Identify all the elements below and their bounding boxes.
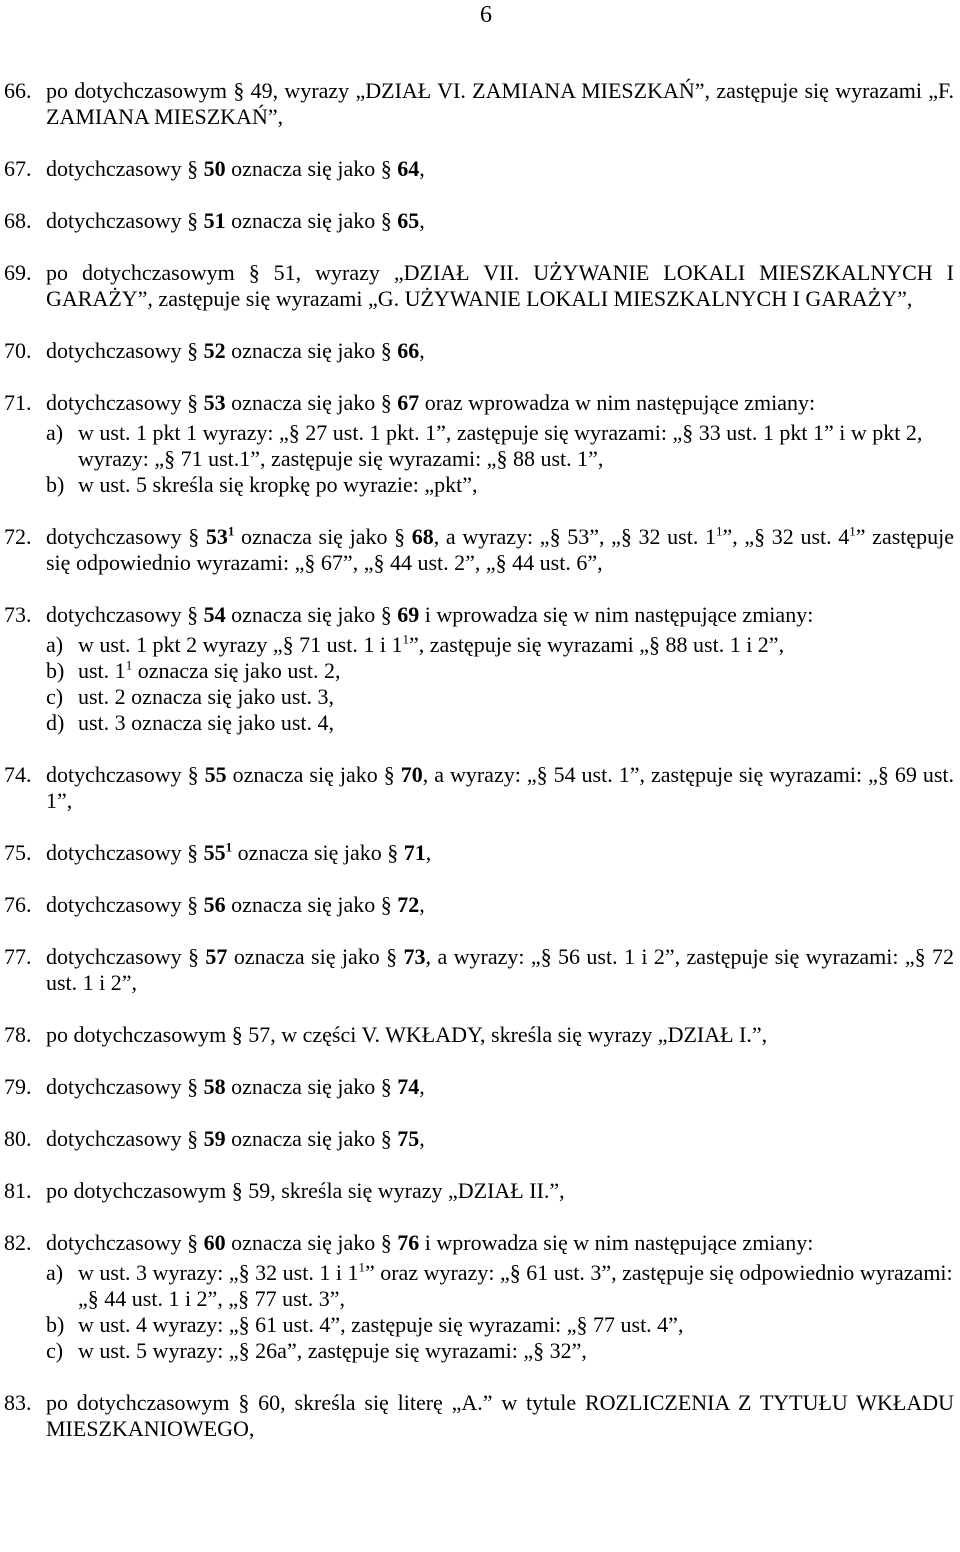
item-text: po dotychczasowym § 51, wyrazy „DZIAŁ VII. UŻYWANIE LOKALI MIESZKALNYCH I GARAŻY”, zastępuje się wyrazami „G. UŻYWANIE LOKALI MIESZKALNYCH I GARAŻY”, [46, 260, 954, 311]
sub-point-text: w ust. 1 pkt 2 wyrazy „§ 71 ust. 1 i $1^1$”, zastępuje się wyrazami „§ 88 ust. 1 i 2”, [78, 631, 785, 657]
amendment-item [0, 1022, 960, 1048]
item-number: 70. [4, 338, 32, 363]
amendment-item [0, 944, 960, 996]
item-text: dotychczasowy § 57 oznacza się jako § 73, a wyrazy: „§ 56 ust. 1 i 2”, zastępuje się wyrazami: „§ 72 ust. 1 i 2”, [46, 944, 955, 995]
amendment-item [0, 1390, 960, 1442]
sub-point [46, 1312, 954, 1338]
item-text: po dotychczasowym § 49, wyrazy „DZIAŁ VI. ZAMIANA MIESZKAŃ”, zastępuje się wyrazami „F. ZAMIANA MIESZKAŃ”, [46, 78, 954, 129]
item-text: dotychczasowy § 55 oznacza się jako § 70, a wyrazy: „§ 54 ust. 1”, zastępuje się wyrazami: „§ 69 ust. 1”, [46, 762, 955, 813]
sub-point [46, 472, 954, 498]
item-text: po dotychczasowym § 60, skreśla się literę „A.” w tytule ROZLICZENIA Z TYTUŁU WKŁADU MIESZKANIOWEGO, [46, 1390, 954, 1441]
item-number: 66. [4, 78, 32, 103]
sub-point-letter: a) [46, 1260, 64, 1285]
item-number: 79. [4, 1074, 32, 1099]
sub-point-letter: d) [46, 710, 65, 735]
amendment-item [0, 390, 960, 498]
item-number: 82. [4, 1230, 32, 1255]
amendment-item [0, 602, 960, 736]
page-number: 6 [480, 2, 492, 28]
item-number: 83. [4, 1390, 32, 1415]
item-number: 75. [4, 840, 32, 865]
sub-point [46, 658, 954, 684]
sub-point-text: ust. 3 oznacza się jako ust. 4, [78, 710, 334, 735]
item-text: dotychczasowy § $53^1$ oznacza się jako § 68, a wyrazy: „§ 53”, „§ 32 ust. $1^1$”, „§ 32 ust. $4^1$” zastępuje się odpowiednio wyrazami: „§ 67”, „§ 44 ust. 2”, „§ 44 ust. 6”, [46, 523, 955, 575]
amendment-item [0, 260, 960, 312]
amendment-item [0, 1178, 960, 1204]
sub-point [46, 632, 954, 658]
sub-point-letter: a) [46, 632, 64, 657]
sub-point-list [46, 632, 954, 736]
item-number: 76. [4, 892, 32, 917]
amendment-item [0, 208, 960, 234]
sub-point [46, 1260, 954, 1312]
sub-point [46, 420, 954, 472]
item-text: dotychczasowy § 51 oznacza się jako § 65, [46, 208, 425, 233]
sub-point [46, 684, 954, 710]
amendment-item [0, 762, 960, 814]
item-number: 71. [4, 390, 32, 415]
sub-point-letter: b) [46, 1312, 65, 1337]
item-text: po dotychczasowym § 59, skreśla się wyrazy „DZIAŁ II.”, [46, 1178, 565, 1203]
item-number: 67. [4, 156, 32, 181]
item-text: dotychczasowy § 50 oznacza się jako § 64, [46, 156, 425, 181]
amendment-item [0, 156, 960, 182]
item-text: dotychczasowy § 56 oznacza się jako § 72, [46, 892, 425, 917]
item-text: dotychczasowy § 54 oznacza się jako § 69 i wprowadza się w nim następujące zmiany: [46, 602, 814, 627]
item-text: dotychczasowy § 52 oznacza się jako § 66, [46, 338, 425, 363]
amendment-item [0, 1126, 960, 1152]
sub-point-text: w ust. 1 pkt 1 wyrazy: „§ 27 ust. 1 pkt. 1”, zastępuje się wyrazami: „§ 33 ust. 1 pkt 1” i w pkt 2, wyrazy: „§ 71 ust.1”, zastępuje się wyrazami: „§ 88 ust. 1”, [78, 420, 923, 471]
sub-point-letter: a) [46, 420, 64, 445]
amendment-item [0, 840, 960, 866]
item-text: dotychczasowy § 58 oznacza się jako § 74, [46, 1074, 425, 1099]
amendment-item [0, 78, 960, 130]
sub-point-text: w ust. 5 skreśla się kropkę po wyrazie: „pkt”, [78, 472, 478, 497]
amendment-item [0, 524, 960, 576]
sub-point-letter: c) [46, 684, 64, 709]
sub-point-letter: b) [46, 472, 65, 497]
sub-point [46, 1338, 954, 1364]
sub-point-list [46, 1260, 954, 1364]
item-number: 73. [4, 602, 32, 627]
sub-point-letter: b) [46, 658, 65, 683]
item-number: 78. [4, 1022, 32, 1047]
amendment-item [0, 892, 960, 918]
sub-point-text: w ust. 5 wyrazy: „§ 26a”, zastępuje się wyrazami: „§ 32”, [78, 1338, 587, 1363]
amendment-item [0, 1230, 960, 1364]
sub-point-text: w ust. 3 wyrazy: „§ 32 ust. 1 i $1^1$” oraz wyrazy: „§ 61 ust. 3”, zastępuje się odpowiednio wyrazami: „§ 44 ust. 1 i 2”, „§ 77 ust. 3”, [78, 1259, 953, 1311]
amendment-list [0, 78, 960, 1468]
item-text: dotychczasowy § 60 oznacza się jako § 76 i wprowadza się w nim następujące zmiany: [46, 1230, 814, 1255]
item-text: dotychczasowy § 59 oznacza się jako § 75, [46, 1126, 425, 1151]
item-number: 72. [4, 524, 32, 549]
sub-point-text: ust. $1^1$ oznacza się jako ust. 2, [78, 657, 341, 683]
item-number: 81. [4, 1178, 32, 1203]
sub-point-text: ust. 2 oznacza się jako ust. 3, [78, 684, 334, 709]
item-text: po dotychczasowym § 57, w części V. WKŁADY, skreśla się wyrazy „DZIAŁ I.”, [46, 1022, 768, 1047]
item-text: dotychczasowy § $55^1$ oznacza się jako § 71, [46, 839, 432, 865]
amendment-item [0, 1074, 960, 1100]
item-number: 74. [4, 762, 32, 787]
item-number: 80. [4, 1126, 32, 1151]
amendment-item [0, 338, 960, 364]
sub-point [46, 710, 954, 736]
item-text: dotychczasowy § 53 oznacza się jako § 67 oraz wprowadza w nim następujące zmiany: [46, 390, 816, 415]
sub-point-text: w ust. 4 wyrazy: „§ 61 ust. 4”, zastępuje się wyrazami: „§ 77 ust. 4”, [78, 1312, 684, 1337]
item-number: 77. [4, 944, 32, 969]
item-number: 68. [4, 208, 32, 233]
sub-point-letter: c) [46, 1338, 64, 1363]
sub-point-list [46, 420, 954, 498]
item-number: 69. [4, 260, 32, 285]
